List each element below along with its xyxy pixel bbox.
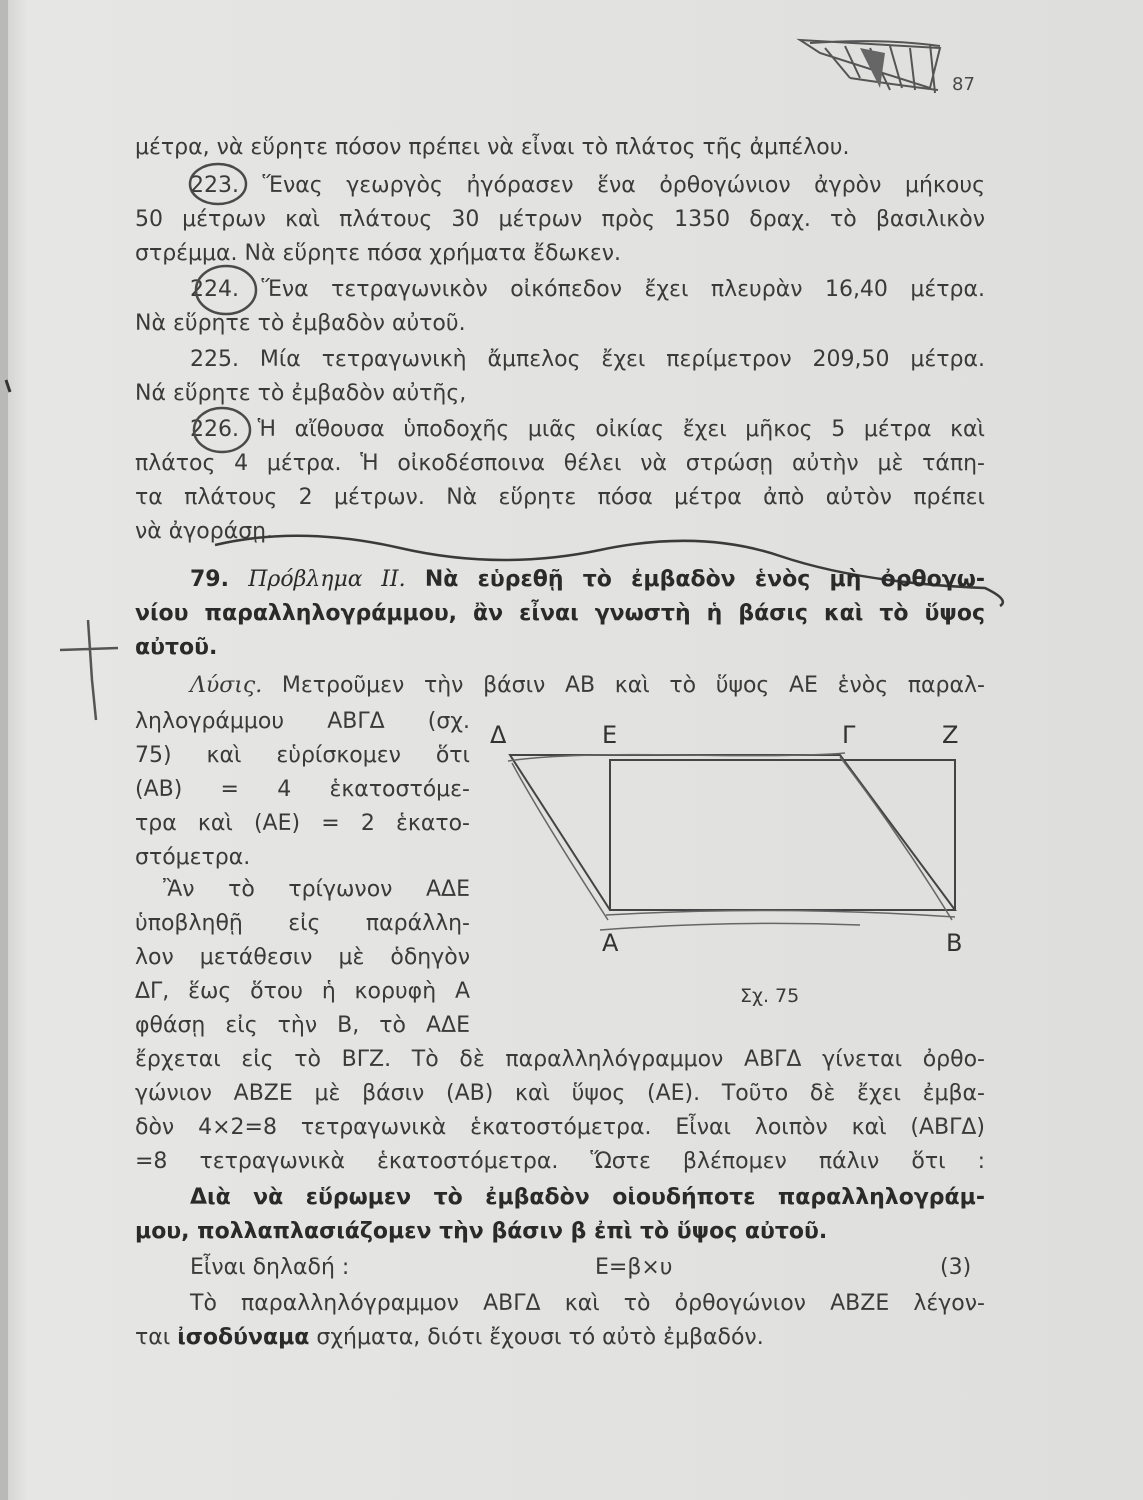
text-line: πλάτος 4 μέτρα. Ἡ οἰκοδέσποινα θέλει νὰ στρώσῃ αὐτὴν μὲ τάπη-: [135, 451, 985, 476]
rule-line2: μου, πολλαπλασιάζομεν τὴν βάσιν β ἐπὶ τὸ ὕψος αὐτοῦ.: [135, 1219, 828, 1244]
exercise-225: 225. Μία τετραγωνικὴ ἄμπελος ἔχει περίμετρον 209,50 μέτρα.: [190, 347, 985, 372]
text-line: (ΑΒ) = 4 ἑκατοστόμε-: [135, 777, 470, 802]
text-line: Ἂν τὸ τρίγωνον ΑΔΕ: [163, 877, 470, 902]
exercise-224: 224. Ἕνα τετραγωνικὸν οἰκόπεδον ἔχει πλευρὰν 16,40 μέτρα.: [190, 277, 985, 302]
text-line: ληλογράμμου ΑΒΓΔ (σχ.: [135, 709, 470, 734]
text-line: Τὸ παραλληλόγραμμον ΑΒΓΔ καὶ τὸ ὀρθογώνιον ΑΒΖΕ λέγον-: [190, 1291, 985, 1316]
text-line: νὰ ἀγοράσῃ.: [135, 519, 274, 544]
problem-text: Νὰ εὑρεθῇ τὸ ἐμβαδὸν ἑνὸς μὴ ὀρθογω-: [424, 567, 985, 592]
solution-text: Μετροῦμεν τὴν βάσιν ΑΒ καὶ τὸ ὕψος ΑΕ ἑνὸς παραλ-: [281, 673, 985, 698]
equation-formula: Ε=β×υ: [595, 1255, 673, 1280]
text-fragment: σχήματα, διότι ἔχουσι τό αὐτὸ ἐμβαδόν.: [316, 1325, 764, 1350]
text-line: 50 μέτρων καὶ πλάτους 30 μέτρων πρὸς 1350 δραχ. τὸ βασιλικὸν: [135, 207, 985, 232]
text-line: φθάσῃ εἰς τὴν Β, τὸ ΑΔΕ: [135, 1013, 470, 1038]
text-line: ὑποβληθῇ εἰς παράλλη-: [135, 911, 470, 936]
page-number: 87: [952, 74, 975, 95]
exercise-226: 226. Ἡ αἴθουσα ὑποδοχῆς μιᾶς οἰκίας ἔχει μῆκος 5 μέτρα καὶ: [190, 417, 985, 442]
label-beta: Β: [946, 929, 963, 957]
text-line: 75) καὶ εὑρίσκομεν ὅτι: [135, 743, 470, 768]
problem-title: Πρόβλημα ΙΙ.: [248, 567, 406, 592]
text-line: =8 τετραγωνικὰ ἑκατοστόμετρα. Ὥστε βλέπομεν πάλιν ὅτι :: [135, 1149, 985, 1174]
rectangle-ABZE: [610, 760, 955, 910]
text-line-last: [135, 1324, 985, 1352]
text-fragment: ται: [135, 1325, 171, 1350]
text-line: μέτρα, νὰ εὕρητε πόσον πρέπει νὰ εἶναι τὸ πλάτος τῆς ἀμπέλου.: [135, 135, 850, 160]
solution-first-line: [135, 672, 985, 700]
label-zeta: Ζ: [942, 721, 959, 749]
text-line: γώνιον ΑΒΖΕ μὲ βάσιν (ΑΒ) καὶ ὕψος (ΑΕ). Τοῦτο δὲ ἔχει ἐμβα-: [135, 1081, 985, 1106]
equation-label: Εἶναι δηλαδή :: [190, 1255, 350, 1280]
text-line: τρα καὶ (ΑΕ) = 2 ἑκατο-: [135, 811, 470, 836]
figure-caption: Σχ. 75: [740, 985, 800, 1007]
problem-79-line3: αὐτοῦ.: [135, 635, 218, 660]
text-line: λον μετάθεσιν μὲ ὁδηγὸν: [135, 945, 470, 970]
exercise-223: 223. Ἕνας γεωργὸς ἠγόρασεν ἕνα ὀρθογώνιον ἀγρὸν μήκους: [190, 173, 985, 198]
text-line: ΔΓ, ἕως ὅτου ἡ κορυφὴ Α: [135, 979, 470, 1004]
equation-number: (3): [940, 1255, 972, 1280]
parallelogram-ABGD: [510, 755, 955, 910]
label-gamma: Γ: [842, 721, 856, 749]
parallelogram-figure: [480, 715, 980, 985]
problem-79-line1: [135, 566, 985, 594]
problem-number: 79.: [190, 567, 229, 592]
pencil-tracing: [508, 753, 955, 930]
text-line: Νὰ εὕρητε τὸ ἐμβαδὸν αὐτοῦ.: [135, 311, 466, 336]
label-epsilon: Ε: [602, 721, 618, 749]
text-line: δὸν 4×2=8 τετραγωνικὰ ἑκατοστόμετρα. Εἶναι λοιπὸν καὶ (ΑΒΓΔ): [135, 1115, 985, 1140]
text-line: τα πλάτους 2 μέτρων. Νὰ εὕρητε πόσα μέτρα ἀπὸ αὐτὸν πρέπει: [135, 485, 985, 510]
term-isodynama: ἰσοδύναμα: [177, 1325, 310, 1350]
label-delta: Δ: [490, 721, 507, 749]
text-line: ἔρχεται εἰς τὸ ΒΓΖ. Τὸ δὲ παραλληλόγραμμον ΑΒΓΔ γίνεται ὀρθο-: [135, 1047, 985, 1072]
text-line: στρέμμα. Νὰ εὕρητε πόσα χρήματα ἔδωκεν.: [135, 241, 622, 266]
text-line: στόμετρα.: [135, 845, 251, 870]
solution-label: Λύσις.: [190, 673, 263, 698]
label-alpha: Α: [602, 929, 619, 957]
problem-79-line2: νίου παραλληλογράμμου, ἂν εἶναι γνωστὴ ἡ βάσις καὶ τὸ ὕψος: [135, 601, 985, 626]
rule-line1: Διὰ νὰ εὕρωμεν τὸ ἐμβαδὸν οἱουδήποτε παραλληλογράμ-: [190, 1185, 985, 1210]
text-line: Νά εὕρητε τὸ ἐμβαδὸν αὐτῆς,: [135, 381, 467, 406]
